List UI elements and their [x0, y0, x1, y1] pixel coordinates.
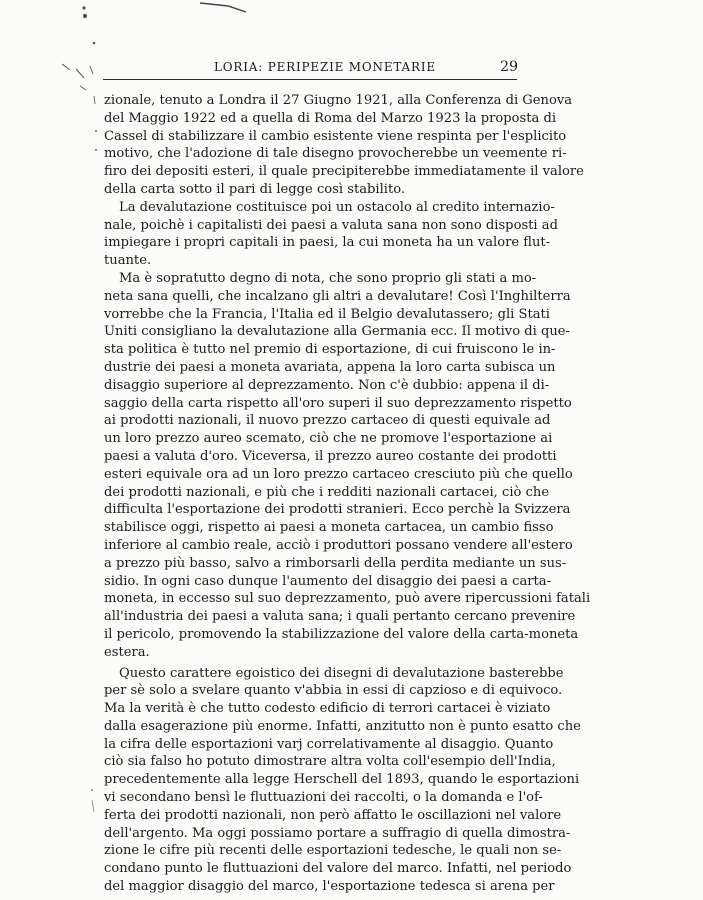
text-line: nale, poichè i capitalisti dei paesi a valuta sana non sono disposti ad — [104, 217, 558, 233]
text-line: dei prodotti nazionali, e più che i redditi nazionali cartacei, ciò che — [104, 484, 550, 500]
text-line: disaggio superiore al deprezzamento. Non c'è dubbio: appena il di- — [104, 377, 550, 393]
text-line: un loro prezzo aureo scemato, ciò che ne promove l'esportazione ai — [104, 431, 553, 447]
text-line: Ma la verità è che tutto codesto edificio di terrori cartacei è viziato — [104, 701, 551, 717]
text-line: sta politica è tutto nel premio di esportazione, di cui fruiscono le in- — [104, 342, 556, 358]
page-header — [103, 60, 518, 78]
text-line: condano punto le fluttuazioni del valore del marco. Infatti, nel periodo — [104, 861, 572, 877]
paragraph — [104, 92, 584, 199]
text-line: zionale, tenuto a Londra il 27 Giugno 1921, alla Conferenza di Genova — [104, 93, 573, 108]
text-line: stabilisce oggi, rispetto ai paesi a moneta cartacea, un cambio fisso — [104, 520, 554, 536]
text-line: firo dei depositi esteri, il quale precipiterebbe immediatamente il valore — [104, 164, 584, 180]
text-line: la cifra delle esportazioni varj correlativamente al disaggio. Quanto — [104, 736, 554, 752]
text-line: il pericolo, promovendo la stabilizzazione del valore della carta-moneta — [104, 626, 579, 642]
text-line: vi secondano bensì le fluttuazioni dei raccolti, o la domanda e l'of- — [104, 790, 543, 806]
text-line: neta sana quelli, che incalzano gli altri a devalutare! Così l'Inghilterra — [104, 288, 571, 304]
paragraph — [104, 665, 581, 896]
text-line: Questo carattere egoistico dei disegni di devalutazione basterebbe — [119, 665, 564, 681]
text-line: ciò sia falso ho potuto dimostrare altra volta coll'esempio dell'India, — [104, 754, 556, 770]
text-line: estera. — [104, 644, 150, 660]
text-line: saggio della carta rispetto all'oro superi il suo deprezzamento rispetto — [104, 395, 572, 411]
text-line: impiegare i propri capitali in paesi, la cui moneta ha un valore flut- — [104, 235, 551, 251]
text-line: La devalutazione costituisce poi un ostacolo al credito internazio- — [119, 199, 555, 215]
paragraph — [104, 199, 558, 270]
text-line: sidio. In ogni caso dunque l'aumento del disaggio dei paesi a carta- — [104, 573, 551, 589]
page-number: 29 — [500, 59, 518, 75]
text-line: del Maggio 1922 ed a quella di Roma del Marzo 1923 la proposta di — [104, 110, 557, 126]
text-line: del maggior disaggio del marco, l'esportazione tedesca si arena per — [104, 879, 555, 895]
text-line: Cassel di stabilizzare il cambio esistente viene respinta per l'esplicito — [104, 128, 567, 144]
text-line: a prezzo più basso, salvo a rimborsarli della perdita mediante un sus- — [104, 555, 567, 571]
text-line: zione le cifre più recenti delle esportazioni tedesche, le quali non se- — [104, 843, 562, 859]
running-title: LORIA: PERIPEZIE MONETARIE — [214, 60, 436, 74]
text-line: dell'argento. Ma oggi possiamo portare a suffragio di quella dimostra- — [104, 825, 571, 841]
text-line: inferiore al cambio reale, acciò i produttori possano vendere all'estero — [104, 537, 573, 553]
text-line: ai prodotti nazionali, il nuovo prezzo cartaceo di questi equivale ad — [104, 413, 551, 429]
text-line: motivo, che l'adozione di tale disegno provocherebbe un veemente ri- — [104, 146, 567, 162]
text-line: precedentemente alla legge Herschell del 1893, quando le esportazioni — [104, 772, 580, 788]
text-line: tuante. — [104, 253, 152, 269]
text-line: della carta sotto il pari di legge così stabilito. — [104, 181, 406, 197]
text-line: difficulta l'esportazione dei prodotti stranieri. Ecco perchè la Svizzera — [104, 502, 571, 518]
body-text — [104, 92, 591, 896]
text-line: all'industria dei paesi a valuta sana; i quali pertanto cercano prevenire — [104, 609, 576, 625]
text-line: esteri equivale ora ad un loro prezzo cartaceo cresciuto più che quello — [104, 466, 573, 482]
text-line: vorrebbe che la Francia, l'Italia ed il Belgio devalutassero; gli Stati — [104, 306, 550, 322]
text-line: Ma è sopratutto degno di nota, che sono proprio gli stati a mo- — [119, 270, 537, 286]
text-line: paesi a valuta d'oro. Viceversa, il prezzo aureo costante dei prodotti — [104, 448, 557, 464]
text-line: dustrie dei paesi a moneta avariata, appena la loro carta subisca un — [104, 359, 556, 375]
header-rule — [103, 79, 517, 80]
text-line: moneta, in eccesso sul suo deprezzamento, può avere ripercussioni fatali — [104, 591, 591, 607]
text-line: Uniti consigliano la devalutazione alla Germania ecc. Il motivo di que- — [104, 324, 570, 340]
paragraph — [104, 270, 591, 662]
text-line: dalla esagerazione più enorme. Infatti, anzitutto non è punto esatto che — [104, 718, 581, 734]
text-line: per sè solo a svelare quanto v'abbia in essi di capzioso e di equivoco. — [104, 683, 563, 699]
text-line: ferta dei prodotti nazionali, non però affatto le oscillazioni nel valore — [104, 807, 562, 823]
